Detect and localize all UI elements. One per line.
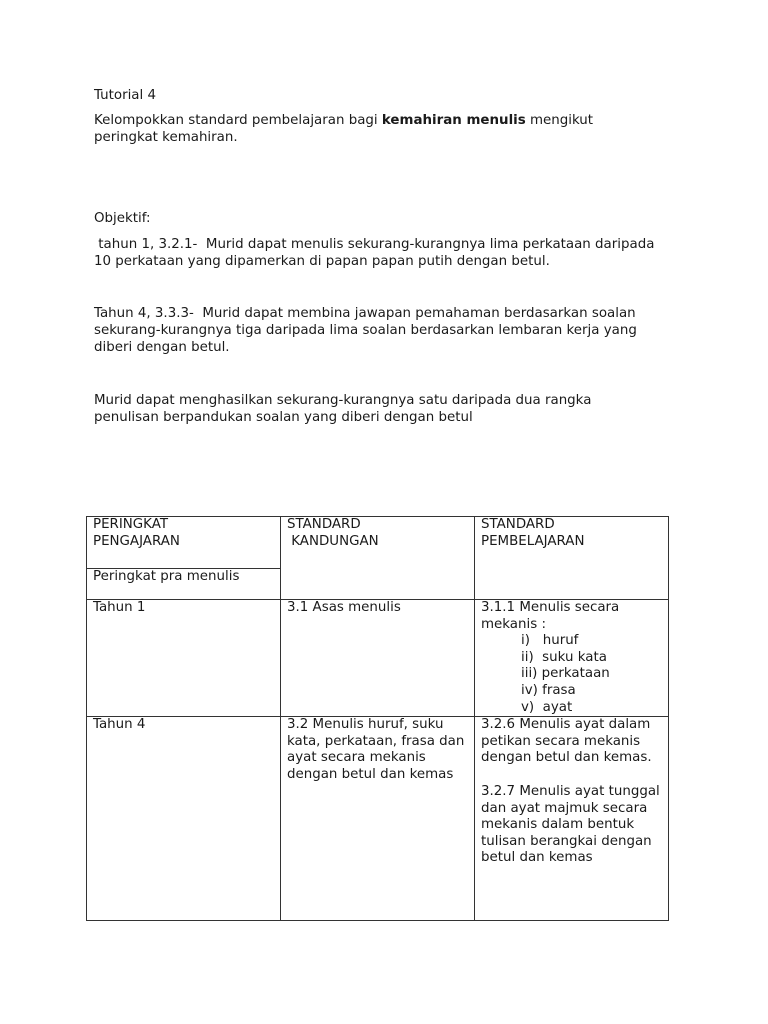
header-pembelajaran-line2: PEMBELAJARAN — [481, 533, 585, 549]
list-item: ii) suku kata — [521, 649, 607, 665]
list-item: v) ayat — [521, 699, 573, 715]
row1-content: 3.1 Asas menulis — [281, 600, 475, 717]
list-item: iii) perkataan — [521, 666, 610, 682]
intro-text-before: Kelompokkan standard pembelajaran bagi — [94, 113, 382, 128]
header-peringkat-line1: PERINGKAT — [93, 517, 169, 532]
header-peringkat — [87, 517, 281, 569]
table-row — [87, 717, 669, 921]
objective-1: tahun 1, 3.2.1- Murid dapat menulis sekurang-kurangnya lima perkataan daripada 10 perkataan yang dipamerkan di papan papan putih dengan betul. — [94, 237, 659, 269]
header-kandungan-line1: STANDARD — [287, 517, 361, 532]
intro-paragraph — [94, 112, 654, 146]
document-title: Tutorial 4 — [94, 88, 157, 103]
row2-learning-b: 3.2.7 Menulis ayat tunggal dan ayat majmuk secara mekanis dalam bentuk tulisan berangkai dengan betul dan kemas — [481, 783, 660, 866]
list-item: i) huruf — [521, 633, 579, 649]
table-header-row — [87, 517, 669, 569]
objective-3: Murid dapat menghasilkan sekurang-kurangnya satu daripada dua rangka penulisan berpandukan soalan yang diberi dengan betul — [94, 393, 596, 425]
header-peringkat-line2: PENGAJARAN — [93, 533, 180, 549]
header-kandungan-line2: KANDUNGAN — [287, 533, 379, 549]
row2-content: 3.2 Menulis huruf, suku kata, perkataan, frasa dan ayat secara mekanis dengan betul dan kemas — [281, 717, 475, 921]
objective-label: Objektif: — [94, 211, 151, 226]
intro-bold-text: kemahiran menulis — [381, 113, 526, 128]
header-pembelajaran-line1: STANDARD — [481, 517, 555, 532]
subheader-pra-menulis: Peringkat pra menulis — [87, 569, 281, 600]
objective-2: Tahun 4, 3.3.3- Murid dapat membina jawapan pemahaman berdasarkan soalan sekurang-kurangnya tiga daripada lima soalan berdasarkan lembaran kerja yang diberi dengan betul. — [94, 306, 642, 355]
row2-learning — [475, 717, 669, 921]
row1-learning — [475, 600, 669, 717]
row2-level: Tahun 4 — [87, 717, 281, 921]
row2-learning-a: 3.2.6 Menulis ayat dalam petikan secara mekanis dengan betul dan kemas. — [481, 717, 652, 766]
header-standard-kandungan — [281, 517, 475, 600]
standards-table — [86, 516, 669, 921]
intro-text-after: mengikut peringkat kemahiran. — [94, 113, 598, 145]
table-row — [87, 600, 669, 717]
header-standard-pembelajaran — [475, 517, 669, 600]
row1-learning-intro: 3.1.1 Menulis secara mekanis : — [481, 600, 620, 632]
row1-level: Tahun 1 — [87, 600, 281, 717]
list-item: iv) frasa — [521, 682, 576, 698]
spacer — [481, 767, 664, 784]
